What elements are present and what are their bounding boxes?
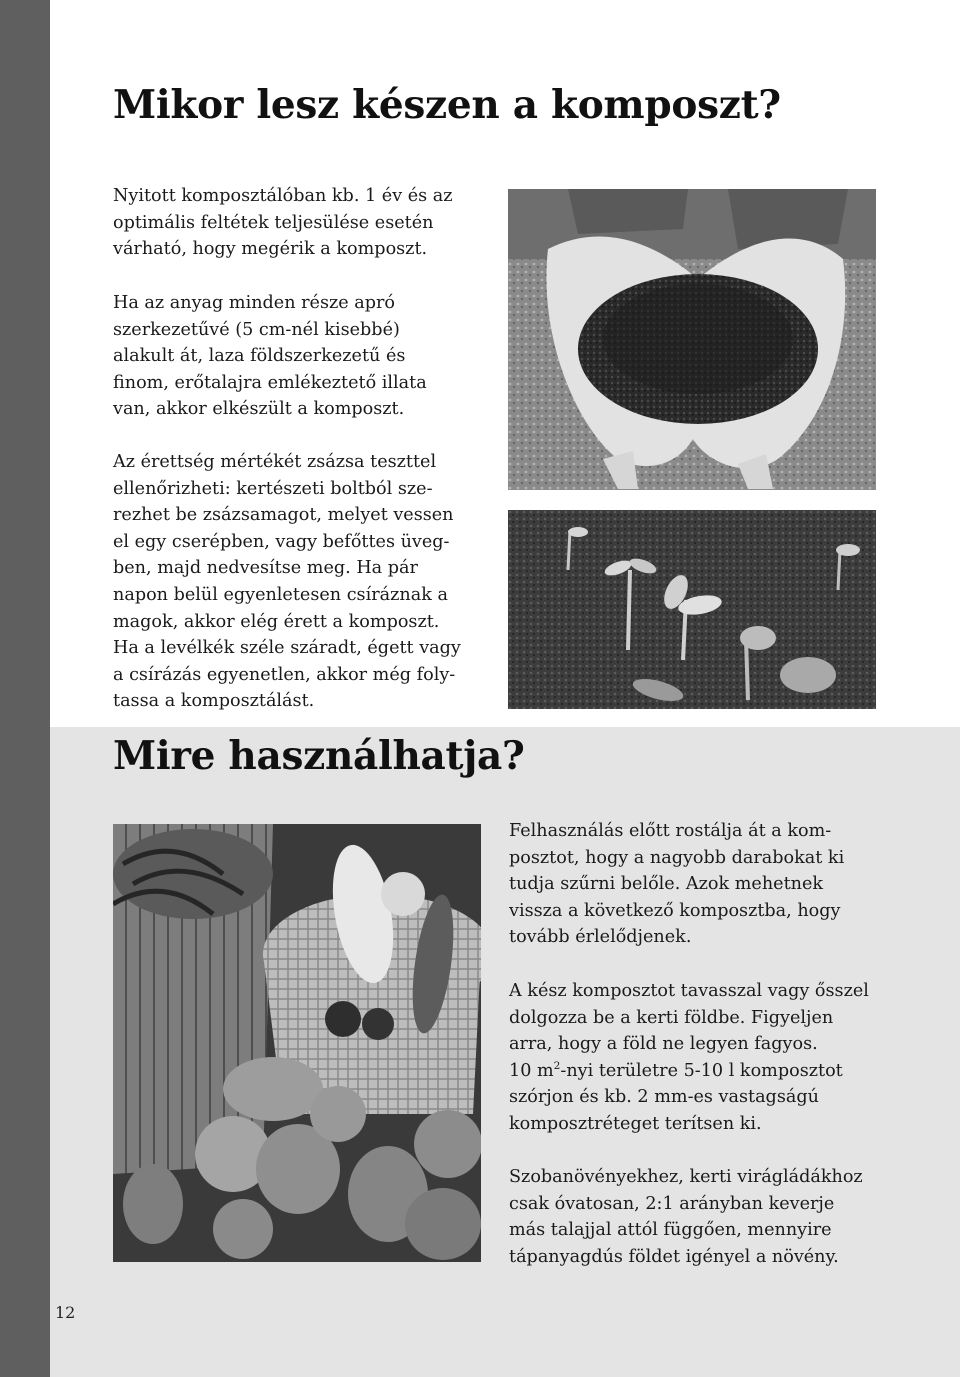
text-line: posztot, hogy a nagyobb darabokat ki — [509, 847, 845, 868]
text-line: A kész komposztot tavasszal vagy ősszel — [509, 981, 869, 1001]
text-line: ellenőrizheti: kertészeti boltból sze- — [113, 478, 433, 499]
text-line: dolgozza be a kerti földbe. Figyeljen — [509, 1007, 834, 1028]
text-line: várható, hogy megérik a komposzt. — [113, 239, 428, 260]
heading-when-compost-ready: Mikor lesz készen a komposzt? — [113, 82, 781, 128]
text-line: komposztréteget terítsen ki. — [509, 1113, 762, 1134]
text-line: szórjon és kb. 2 mm-es vastagságú — [509, 1087, 819, 1108]
text-line: tassa a komposztálást. — [113, 691, 315, 712]
text-line: tápanyagdús földet igényel a növény. — [509, 1246, 839, 1267]
heading-what-to-use-for: Mire használhatja? — [113, 733, 525, 779]
photo-vegetables-baskets — [113, 824, 481, 1262]
text-line: csak óvatosan, 2:1 arányban keverje — [509, 1193, 835, 1214]
text-line: magok, akkor elég érett a komposzt. — [113, 611, 440, 632]
text-line: vissza a következő komposztba, hogy — [509, 900, 841, 921]
text-line: Ha az anyag minden része apró — [113, 293, 395, 313]
text-line: alakult át, laza földszerkezetű és — [113, 346, 406, 367]
text-line: szerkezetűvé (5 cm-nél kisebbé) — [113, 319, 400, 340]
text-line: arra, hogy a föld ne legyen fagyos. — [509, 1034, 818, 1055]
text-line: más talajjal attól függően, mennyire — [509, 1220, 832, 1241]
text-line: rezhet be zsázsamagot, melyet vessen — [113, 505, 454, 526]
text-line: Felhasználás előtt rostálja át a kom- — [509, 821, 832, 841]
text-line: Ha a levélkék széle száradt, égett vagy — [113, 638, 461, 659]
text-line: napon belül egyenletesen csíráznak a — [113, 584, 448, 605]
text-line: Az érettség mértékét zsázsa teszttel — [113, 452, 437, 472]
text-line: finom, erőtalajra emlékeztető illata — [113, 372, 427, 393]
area-superscript: 2 — [553, 1059, 561, 1072]
area-suffix: -nyi területre 5-10 l komposztot — [560, 1060, 843, 1081]
text-line: a csírázás egyenetlen, akkor még foly- — [113, 664, 456, 685]
text-line: Nyitott komposztálóban kb. 1 év és az — [113, 186, 453, 206]
text-line: Szobanövényekhez, kerti virágládákhoz — [509, 1167, 863, 1187]
paragraph-houseplants — [509, 1164, 877, 1270]
paragraph-cress-test — [113, 449, 479, 715]
photo-hands-holding-compost — [508, 189, 876, 490]
text-line: ben, majd nedvesítse meg. Ha pár — [113, 558, 418, 579]
area-prefix: 10 m — [509, 1060, 554, 1081]
text-line: tudja szűrni belőle. Azok mehetnek — [509, 874, 824, 895]
paragraph-ripening-time — [113, 183, 479, 263]
text-line: van, akkor elkészült a komposzt. — [113, 399, 405, 420]
paragraph-ready-signs — [113, 290, 479, 423]
paragraph-sieve-compost — [509, 818, 877, 951]
text-line-area — [509, 1058, 877, 1085]
text-line: tovább érlelődjenek. — [509, 927, 692, 948]
page-number: 12 — [55, 1303, 76, 1322]
text-line: optimális feltétek teljesülése esetén — [113, 212, 434, 233]
text-line: el egy cserépben, vagy befőttes üveg- — [113, 531, 450, 552]
side-bar — [0, 0, 50, 1377]
paragraph-apply-in-garden — [509, 978, 877, 1138]
photo-seedlings — [508, 510, 876, 709]
